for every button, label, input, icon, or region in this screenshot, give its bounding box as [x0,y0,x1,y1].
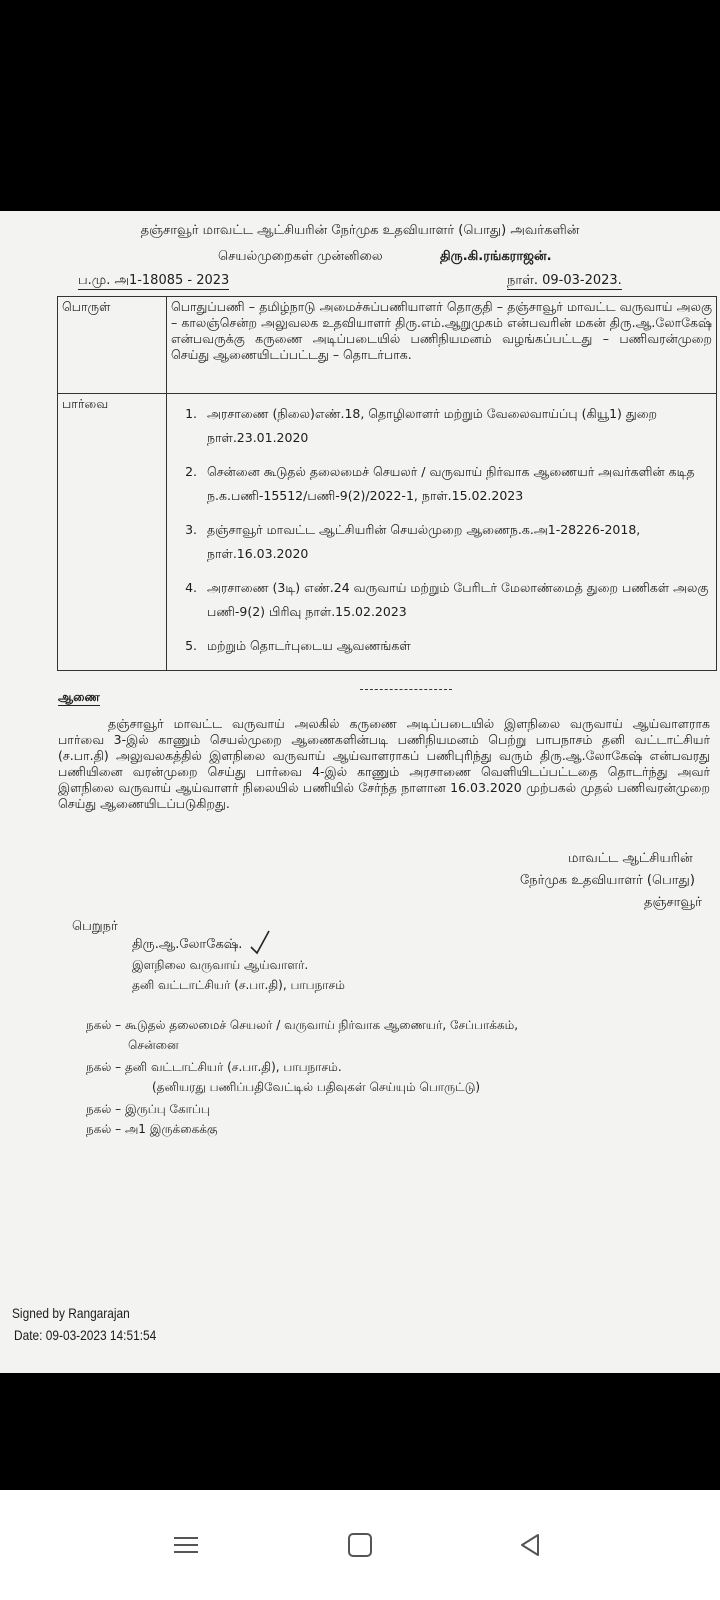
digital-signature-name: Signed by Rangarajan [12,1305,130,1321]
reference-list-cell [167,394,717,671]
recipient-label: பெறுநர் [72,919,118,934]
order-paragraph: தஞ்சாவூர் மாவட்ட வருவாய் அலகில் கருணை அடிப்படையில் இளநிலை வருவாய் ஆய்வாளராக பார்வை 3-இல் காணும் செயல்முறை ஆணைகளின்படி பணிநியமனம் பெற்று பாபநாசம் தனி வட்டாட்சியர் (ச.பா.தி) அலுவலகத்தில் இளநிலை வருவாய் ஆய்வாளராகப் பணிபுரிந்து வரும் திரு.ஆ.லோகேஷ் என்பவரது பணியினை வரன்முறை செய்து பார்வை 4-இல் காணும் அரசாணை வெளியிடப்பட்டதை தொடர்ந்து அவர் இளநிலை வருவாய் ஆய்வாளர் நிலையில் பணியில் சேர்ந்த நாளான 16.03.2020 முற்பகல் முதல் பணிவரன்முறை செய்து ஆணையிடப்படுகிறது. [58,716,710,811]
document-date: நாள். 09-03-2023. [507,273,622,288]
copy-line-6: நகல் – அ1 இருக்கைக்கு [86,1122,218,1136]
reference-label: பார்வை [58,394,167,671]
header-line-1: தஞ்சாவூர் மாவட்ட ஆட்சியரின் நேர்முக உதவியாளர் (பொது) அவர்களின் [140,223,580,238]
copy-line-2: சென்னை [128,1038,179,1052]
copy-line-1: நகல் – கூடுதல் தலைமைச் செயலர் / வருவாய் நிர்வாக ஆணையர், சேப்பாக்கம், [86,1018,519,1032]
reference-item: 1. அரசாணை (நிலை)எண்.18, தொழிலாளர் மற்றும் வேலைவாய்ப்பு (கியூ1) துறை நாள்.23.01.2020 [201,402,712,450]
reference-item: 5. மற்றும் தொடர்புடைய ஆவணங்கள் [201,634,712,658]
home-icon [348,1533,372,1557]
signatory-line-3: தஞ்சாவூர் [644,895,702,910]
document-page [0,211,720,1373]
recipient-name: திரு.ஆ.லோகேஷ். [132,937,243,952]
tick-mark-icon [249,929,271,955]
reference-list [171,402,712,658]
reference-number: ப.மு. அ1-18085 - 2023 [78,273,230,288]
order-heading: ஆணை [58,690,100,704]
copy-line-5: நகல் – இருப்பு கோப்பு [86,1102,210,1116]
copy-line-3: நகல் – தனி வட்டாட்சியர் (ச.பா.தி), பாபநாசம். [86,1060,342,1074]
digital-signature-date: Date: 09-03-2023 14:51:54 [14,1327,157,1343]
subject-label: பொருள் [58,297,167,394]
reference-item: 3. தஞ்சாவூர் மாவட்ட ஆட்சியரின் செயல்முறை ஆணைந.க.அ1-28226-2018, நாள்.16.03.2020 [201,518,712,566]
signatory-line-2: நேர்முக உதவியாளர் (பொது) [520,873,695,888]
divider-line [360,689,452,690]
back-button[interactable] [510,1530,550,1560]
recipient-designation: இளநிலை வருவாய் ஆய்வாளர். [132,958,309,972]
reference-item: 4. அரசாணை (3டி) எண்.24 வருவாய் மற்றும் பேரிடர் மேலாண்மைத் துறை பணிகள் அலகு பணி-9(2) பிரிவு நாள்.15.02.2023 [201,576,712,624]
navigation-bar [0,1490,720,1600]
back-icon [519,1533,541,1557]
signatory-line-1: மாவட்ட ஆட்சியரின் [568,851,693,866]
subject-reference-table [57,296,717,671]
copy-line-4: (தனியரது பணிப்பதிவேட்டில் பதிவுகள் செய்யும் பொருட்டு) [152,1080,481,1094]
menu-icon[interactable] [166,1530,206,1560]
header-line-2-right: திரு.கி.ரங்கராஜன். [440,249,552,264]
header-line-2-left: செயல்முறைகள் முன்னிலை [218,249,383,264]
reference-item: 2. சென்னை கூடுதல் தலைமைச் செயலர் / வருவாய் நிர்வாக ஆணையர் அவர்களின் கடித ந.க.பணி-15512/பணி-9(2)/2022-1, நாள்.15.02.2023 [201,460,712,508]
recipient-office: தனி வட்டாட்சியர் (ச.பா.தி), பாபநாசம் [132,978,345,992]
subject-text: பொதுப்பணி – தமிழ்நாடு அமைச்சுப்பணியாளர் தொகுதி – தஞ்சாவூர் மாவட்ட வருவாய் அலகு – காலஞ்சென்ற அலுவலக உதவியாளர் திரு.எம்.ஆறுமுகம் என்பவரின் மகன் திரு.ஆ.லோகேஷ் என்பவருக்கு கருணை அடிப்படையில் பணிநியமனம் வழங்கப்பட்டது – பணிவரன்முறை செய்து ஆணையிடப்பட்டது – தொடர்பாக. [167,297,717,394]
home-button[interactable] [340,1530,380,1560]
